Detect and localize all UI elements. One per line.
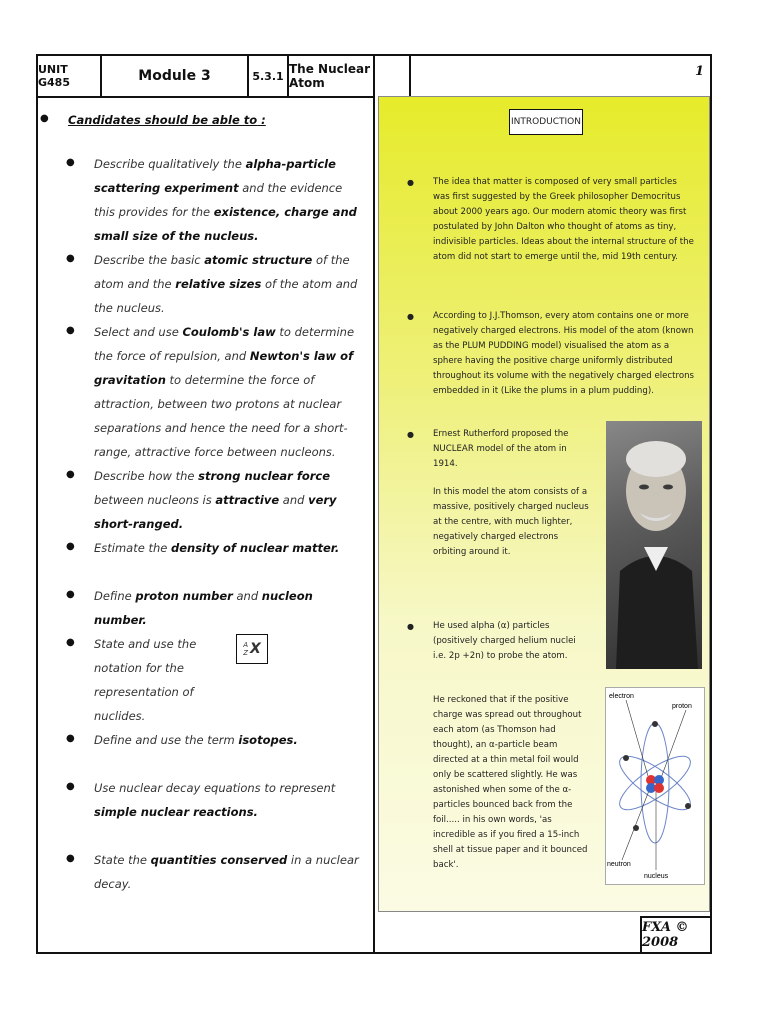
objective-keyword: alpha-particle scattering experiment xyxy=(94,157,336,195)
objective-item xyxy=(66,464,364,536)
objective-keyword: atomic structure xyxy=(204,253,313,267)
objective-keyword: density of nuclear matter. xyxy=(170,541,340,555)
objective-text: in a nuclear decay. xyxy=(94,853,359,891)
objective-text: to determine the force of repulsion, and xyxy=(94,325,355,363)
objective-item xyxy=(66,776,364,824)
objective-keyword: Newton's law of gravitation xyxy=(94,349,354,387)
objective-item xyxy=(66,584,364,632)
objective-keyword: isotopes. xyxy=(238,733,298,747)
objective-keyword: very short-ranged. xyxy=(94,493,337,531)
paragraph-scattering xyxy=(433,693,595,873)
objective-text: Define and use the term xyxy=(94,733,239,747)
label-nucleus: nucleus xyxy=(644,873,669,880)
atom-diagram-svg xyxy=(606,688,704,884)
paragraph-text: He used alpha (α) particles (positively charged helium nuclei i.e. 2p +2n) to probe the atom. xyxy=(433,621,576,661)
objective-text: Select and use xyxy=(94,325,183,339)
portrait-svg xyxy=(606,421,702,669)
bullet-icon: ● xyxy=(66,733,75,744)
objective-keyword: quantities conserved xyxy=(150,853,288,867)
objective-text: State the xyxy=(94,853,151,867)
bullet-icon: ● xyxy=(66,589,75,600)
objective-keyword: Coulomb's law xyxy=(182,325,276,339)
paragraph-democritus xyxy=(407,175,695,265)
objective-item xyxy=(66,536,364,560)
objective-keyword: proton number xyxy=(135,589,233,603)
objectives-heading-suffix: : xyxy=(257,113,266,127)
objective-item xyxy=(66,248,364,320)
objective-text: of the atom and the xyxy=(94,253,350,291)
bullet-icon: ● xyxy=(407,178,414,187)
objective-item xyxy=(66,848,364,896)
objective-keyword: existence, charge and small size of the nucleus. xyxy=(94,205,357,243)
objective-text: Estimate the xyxy=(94,541,171,555)
paragraph-rutherford xyxy=(407,427,583,472)
paragraph-text: In this model the atom consists of a massive, positively charged nucleus at the centre, with much lighter, negatively charged electrons orbiting around it. xyxy=(433,487,589,557)
paragraph-text: Ernest Rutherford proposed the NUCLEAR model of the atom in 1914. xyxy=(433,429,569,469)
bullet-icon: ● xyxy=(66,157,75,168)
paragraph-thomson xyxy=(407,309,699,399)
paragraph-text: The idea that matter is composed of very small particles was first suggested by the Greek philosopher Democritus about 2000 years ago. Our modern atomic theory was first postulated by John Dalton who thought of atoms as tiny, indivisible particles. Ideas about the internal structure of the atom did not start to emerge until the, mid 19th century. xyxy=(433,177,694,262)
introduction-panel xyxy=(378,96,710,912)
objective-keyword: relative sizes xyxy=(175,277,262,291)
bullet-icon: ● xyxy=(407,312,414,321)
objective-text: and xyxy=(232,589,262,603)
paragraph-text: He reckoned that if the positive charge was spread out throughout each atom (as Thomson had thought), an α-particle beam directed at a thin metal foil would only be scattered slightly. He was astonished when some of the α-particles bounced back from the foil..... in his own words, 'as incredible as if you fired a 15-inch shell at tissue paper and it bounced back'. xyxy=(433,695,588,870)
nuclide-mass-number: A xyxy=(243,641,248,649)
objective-keyword: strong nuclear force xyxy=(198,469,331,483)
column-divider xyxy=(373,56,375,952)
label-neutron: neutron xyxy=(607,861,631,868)
paragraph-text: According to J.J.Thomson, every atom contains one or more negatively charged electrons. His model of the atom (known as the PLUM PUDDING model) visualised the atom as a sphere having the positive charge uniformly distributed throughout its volume with the negatively charged electrons embedded in it (Like the plums in a plum pudding). xyxy=(433,311,695,396)
bullet-icon: ● xyxy=(66,541,75,552)
objective-item xyxy=(66,320,364,464)
bullet-icon: ● xyxy=(66,253,75,264)
label-electron: electron xyxy=(609,693,634,700)
objective-item xyxy=(66,632,224,728)
bullet-icon: ● xyxy=(66,469,75,480)
objectives-heading-text: Candidates should be able to xyxy=(68,113,258,127)
bullet-icon: ● xyxy=(66,637,75,648)
title-cell: The Nuclear Atom xyxy=(289,56,411,96)
objective-text: Describe the basic xyxy=(94,253,205,267)
objective-text: Describe qualitatively the xyxy=(94,157,246,171)
objective-text: State and use the notation for the representation of nuclides. xyxy=(94,637,197,723)
objective-text: to determine the force of attraction, between two protons at nuclear separations and hence the need for a short-range, attractive force between nucleons. xyxy=(94,373,348,459)
worksheet-page xyxy=(36,54,712,954)
objectives-column xyxy=(38,98,373,952)
atom-diagram-icon xyxy=(605,687,705,885)
objective-text: of the atom and the nucleus. xyxy=(94,277,358,315)
bullet-icon: ● xyxy=(407,430,414,439)
unit-cell: UNIT G485 xyxy=(38,56,102,96)
bullet-icon: ● xyxy=(66,853,75,864)
paragraph-alpha xyxy=(407,619,583,664)
objective-keyword: simple nuclear reactions. xyxy=(94,805,258,819)
objective-text: and xyxy=(279,493,309,507)
paragraph-nuclear-model xyxy=(433,485,593,560)
objective-text: Define xyxy=(94,589,136,603)
nuclide-symbol: X xyxy=(250,641,261,657)
introduction-label: INTRODUCTION xyxy=(509,109,583,135)
section-cell: 5.3.1 xyxy=(249,56,289,96)
objective-keyword: nucleon number. xyxy=(94,589,313,627)
objective-item xyxy=(66,728,364,752)
objective-keyword: attractive xyxy=(215,493,280,507)
label-proton: proton xyxy=(672,703,692,710)
objective-text: Use nuclear decay equations to represent xyxy=(94,781,336,795)
copyright-footer: FXA © 2008 xyxy=(640,916,710,952)
page-number: 1 xyxy=(694,64,704,79)
objective-item xyxy=(66,152,364,248)
rutherford-portrait-image xyxy=(606,421,702,669)
objective-text: between nucleons is xyxy=(94,493,216,507)
nuclide-notation xyxy=(236,634,268,664)
objective-text: Describe how the xyxy=(94,469,199,483)
bullet-icon: ● xyxy=(66,325,75,336)
bullet-icon: ● xyxy=(407,622,414,631)
objectives-heading xyxy=(40,108,266,132)
bullet-icon: ● xyxy=(66,781,75,792)
nuclide-proton-number: Z xyxy=(243,649,248,657)
bullet-icon: ● xyxy=(40,113,49,124)
objective-text: and the evidence this provides for the xyxy=(94,181,343,219)
module-cell: Module 3 xyxy=(102,56,249,96)
